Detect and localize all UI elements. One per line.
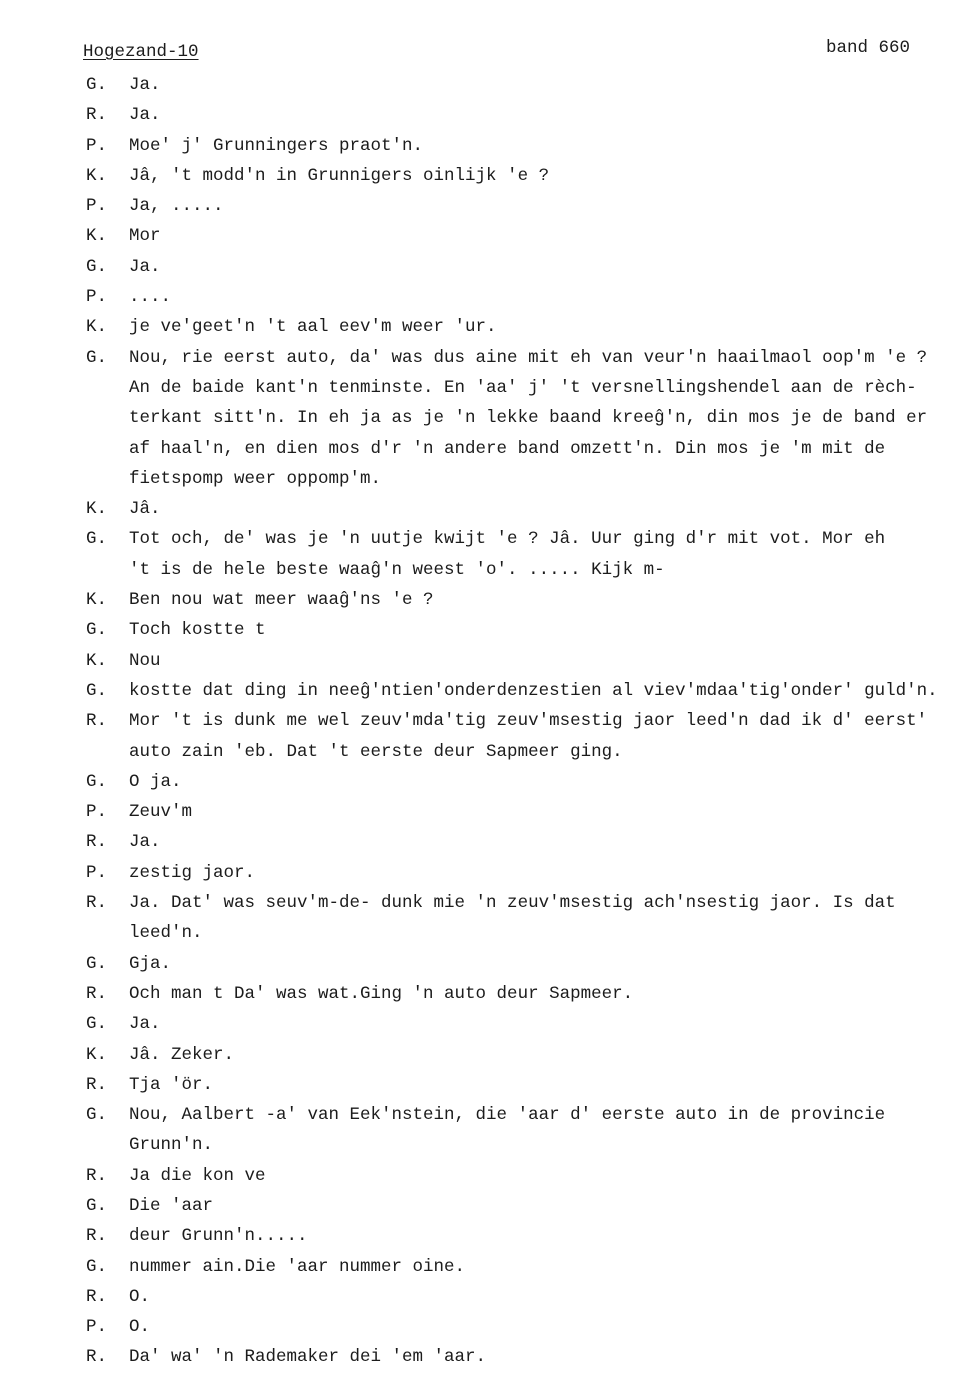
speaker-label: R. <box>86 1074 108 1095</box>
utterance-line: terkant sitt'n. In eh ja as je 'n lekke baand kreeĝ'n, din mos je de band er <box>129 408 928 429</box>
speaker-label: G. <box>86 256 108 277</box>
utterance-line: kostte dat ding in neeĝ'ntien'onderdenzestien al viev'mdaa'tig'onder' guld'n. <box>129 680 938 701</box>
transcript-turn <box>0 949 979 979</box>
transcript-turn <box>0 1009 979 1039</box>
utterance-line: Gja. <box>129 953 172 974</box>
transcript <box>0 70 979 1373</box>
transcript-turn <box>0 827 979 857</box>
utterance-line: Grunn'n. <box>129 1135 214 1156</box>
transcript-turn <box>0 646 979 676</box>
utterance-line: Tot och, de' was je 'n uutje kwijt 'e ? Jâ. Uur ging d'r mit vot. Mor eh <box>129 529 886 550</box>
speaker-label: R. <box>86 832 108 853</box>
transcript-turn <box>0 1312 979 1342</box>
transcript-turn <box>0 343 979 494</box>
transcript-turn <box>0 1100 979 1161</box>
speaker-label: P. <box>86 135 108 156</box>
speaker-label: G. <box>86 620 108 641</box>
tape-number: band 660 <box>826 38 911 58</box>
utterance-line: O. <box>129 1317 151 1338</box>
transcript-turn <box>0 585 979 615</box>
speaker-label: G. <box>86 75 108 95</box>
utterance-line: Ja, ..... <box>129 196 224 217</box>
utterance-line: Die 'aar <box>129 1195 214 1216</box>
utterance-line: deur Grunn'n..... <box>129 1226 308 1247</box>
transcript-turn <box>0 131 979 161</box>
utterance-line: Ja. <box>129 75 161 95</box>
speaker-label: P. <box>86 287 108 308</box>
transcript-turn <box>0 1161 979 1191</box>
utterance-line: Mor <box>129 226 161 247</box>
transcript-turn <box>0 706 979 767</box>
utterance-line: af haal'n, en dien mos d'r 'n andere band omzett'n. Din mos je 'm mit de <box>129 438 886 459</box>
speaker-label: K. <box>86 590 108 611</box>
utterance-line: Ja. Dat' was seuv'm-de- dunk mie 'n zeuv'msestig ach'nsestig jaor. Is dat <box>129 893 896 914</box>
transcript-turn <box>0 1070 979 1100</box>
transcript-turn <box>0 221 979 251</box>
transcript-turn <box>0 979 979 1009</box>
utterance-line: auto zain 'eb. Dat 't eerste deur Sapmeer ging. <box>129 741 623 762</box>
utterance-line: Zeuv'm <box>129 802 193 823</box>
utterance-line: .... <box>129 287 172 308</box>
transcript-turn <box>0 888 979 949</box>
speaker-label: K. <box>86 1044 108 1065</box>
utterance-line: O. <box>129 1286 151 1307</box>
utterance-line: 't is de hele beste waaĝ'n weest 'o'. ..... Kijk m- <box>129 559 665 580</box>
speaker-label: G. <box>86 1256 108 1277</box>
speaker-label: G. <box>86 529 108 550</box>
transcript-turn <box>0 1342 979 1372</box>
utterance-line: zestig jaor. <box>129 862 256 883</box>
transcript-turn <box>0 676 979 706</box>
transcript-turn <box>0 282 979 312</box>
utterance-line: Jâ. <box>129 499 161 520</box>
speaker-label: P. <box>86 862 108 883</box>
speaker-label: P. <box>86 802 108 823</box>
utterance-line: Ja. <box>129 832 161 853</box>
transcript-turn <box>0 312 979 342</box>
speaker-label: P. <box>86 1317 108 1338</box>
speaker-label: R. <box>86 711 108 732</box>
utterance-line: Da' wa' 'n Rademaker dei 'em 'aar. <box>129 1347 487 1368</box>
utterance-line: An de baide kant'n tenminste. En 'aa' j' 't versnellingshendel aan de rèch- <box>129 377 917 398</box>
transcript-turn <box>0 797 979 827</box>
utterance-line: je ve'geet'n 't aal eev'm weer 'ur. <box>129 317 497 338</box>
speaker-label: G. <box>86 1195 108 1216</box>
utterance-line: Nou, Aalbert -a' van Eek'nstein, die 'aar d' eerste auto in de provincie <box>129 1105 886 1126</box>
utterance-line: Nou <box>129 650 161 671</box>
speaker-label: R. <box>86 1347 108 1368</box>
transcript-turn <box>0 1252 979 1282</box>
transcript-turn <box>0 252 979 282</box>
utterance-line: Ben nou wat meer waaĝ'ns 'e ? <box>129 590 434 611</box>
speaker-label: G. <box>86 771 108 792</box>
transcript-turn <box>0 100 979 130</box>
speaker-label: K. <box>86 650 108 671</box>
speaker-label: K. <box>86 226 108 247</box>
utterance-line: Toch kostte t <box>129 620 266 641</box>
transcript-turn <box>0 494 979 524</box>
speaker-label: R. <box>86 105 108 126</box>
speaker-label: R. <box>86 1165 108 1186</box>
transcript-turn <box>0 858 979 888</box>
transcript-turn <box>0 615 979 645</box>
utterance-line: nummer ain.Die 'aar nummer oine. <box>129 1256 466 1277</box>
speaker-label: G. <box>86 680 108 701</box>
utterance-line: leed'n. <box>129 923 203 944</box>
speaker-label: G. <box>86 1014 108 1035</box>
transcript-turn <box>0 1040 979 1070</box>
speaker-label: K. <box>86 499 108 520</box>
transcript-turn <box>0 1221 979 1251</box>
transcript-turn <box>0 191 979 221</box>
utterance-line: Ja. <box>129 105 161 126</box>
speaker-label: R. <box>86 1226 108 1247</box>
utterance-line: Jâ, 't modd'n in Grunnigers oinlijk 'e ? <box>129 165 550 186</box>
transcript-turn <box>0 70 979 100</box>
speaker-label: K. <box>86 165 108 186</box>
utterance-line: Moe' j' Grunningers praot'n. <box>129 135 424 156</box>
transcript-turn <box>0 1191 979 1221</box>
speaker-label: R. <box>86 893 108 914</box>
speaker-label: P. <box>86 196 108 217</box>
utterance-line: Nou, rie eerst auto, da' was dus aine mit eh van veur'n haailmaol oop'm 'e ? <box>129 347 928 368</box>
transcript-turn <box>0 161 979 191</box>
speaker-label: R. <box>86 1286 108 1307</box>
speaker-label: K. <box>86 317 108 338</box>
transcript-turn <box>0 1282 979 1312</box>
utterance-line: Jâ. Zeker. <box>129 1044 235 1065</box>
utterance-line: Och man t Da' was wat.Ging 'n auto deur Sapmeer. <box>129 983 634 1004</box>
utterance-line: Ja. <box>129 1014 161 1035</box>
transcript-turn <box>0 524 979 585</box>
utterance-line: O ja. <box>129 771 182 792</box>
speaker-label: G. <box>86 953 108 974</box>
transcript-turn <box>0 767 979 797</box>
utterance-line: Tja 'ör. <box>129 1074 214 1095</box>
utterance-line: Ja. <box>129 256 161 277</box>
utterance-line: fietspomp weer oppomp'm. <box>129 468 382 489</box>
utterance-line: Ja die kon ve <box>129 1165 266 1186</box>
speaker-label: R. <box>86 983 108 1004</box>
document-title: Hogezand-10 <box>83 42 199 62</box>
utterance-line: Mor 't is dunk me wel zeuv'mda'tig zeuv'msestig jaor leed'n dad ik d' eerst' <box>129 711 928 732</box>
speaker-label: G. <box>86 1105 108 1126</box>
speaker-label: G. <box>86 347 108 368</box>
